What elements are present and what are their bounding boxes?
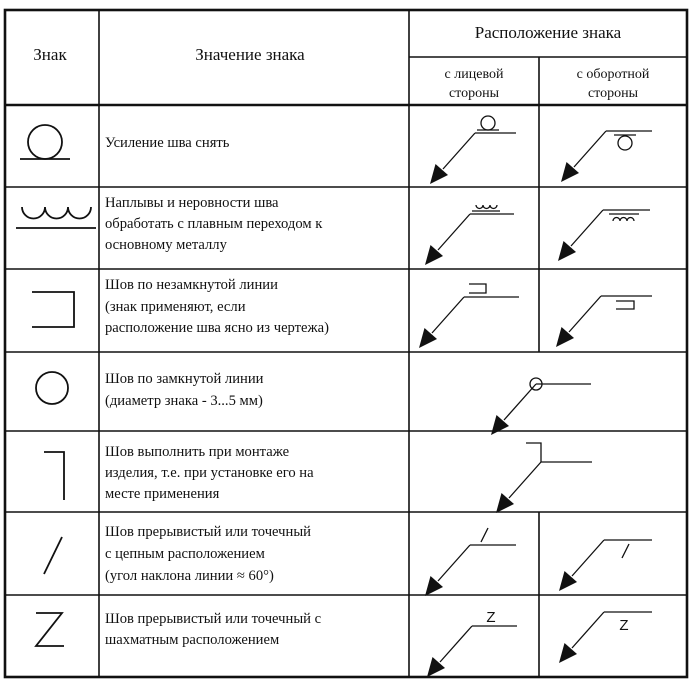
row-6-line-1: Шов прерывистый или точечный bbox=[105, 524, 311, 540]
row-7-line-1: Шов прерывистый или точечный с bbox=[105, 611, 322, 627]
circle-icon bbox=[36, 372, 68, 404]
row-4-line-2: (диаметр знака - 3...5 мм) bbox=[105, 393, 263, 409]
z-icon bbox=[36, 613, 64, 646]
header-front-line-2: стороны bbox=[448, 86, 500, 101]
leader-circle-at-break-icon bbox=[491, 378, 591, 435]
header-back-line-2: стороны bbox=[587, 86, 639, 101]
leader-circle-under-line-icon bbox=[561, 131, 652, 182]
flag-icon bbox=[44, 452, 64, 500]
leader-arcs-under-line-icon bbox=[558, 210, 650, 261]
leader-slash-under-line-icon bbox=[559, 540, 652, 591]
header-meaning: Значение знака bbox=[195, 45, 305, 64]
table-row bbox=[32, 277, 652, 348]
leader-bracket-under-line-icon bbox=[556, 296, 652, 347]
open-bracket-icon bbox=[32, 292, 74, 327]
row-3-line-2: (знак применяют, если bbox=[105, 299, 246, 315]
header-placement: Расположение знака bbox=[474, 23, 622, 42]
leader-z-under-line-icon bbox=[559, 612, 652, 663]
row-6-line-2: с цепным расположением bbox=[105, 546, 265, 562]
row-7-line-2: шахматным расположением bbox=[105, 632, 280, 648]
triple-arc-icon bbox=[16, 207, 96, 228]
table-row bbox=[36, 371, 591, 435]
row-2-line-2: обработать с плавным переходом к bbox=[105, 216, 323, 232]
row-4-line-1: Шов по замкнутой линии bbox=[105, 371, 264, 387]
leader-z-on-line-icon bbox=[427, 609, 517, 677]
leader-arcs-on-line-icon bbox=[425, 205, 514, 265]
row-5-line-3: месте применения bbox=[105, 486, 220, 502]
table-row bbox=[16, 195, 650, 265]
circle-on-baseline-icon bbox=[20, 125, 70, 159]
row-3-line-3: расположение шва ясно из чертежа) bbox=[105, 320, 329, 336]
table-row bbox=[36, 609, 652, 677]
z-mark-back: Z bbox=[619, 617, 629, 634]
table-row bbox=[20, 116, 652, 184]
row-5-line-2: изделия, т.е. при установке его на bbox=[105, 465, 314, 481]
row-3-line-1: Шов по незамкнутой линии bbox=[105, 277, 278, 293]
leader-bracket-on-line-icon bbox=[419, 284, 519, 348]
header-back-line-1: с оборотной bbox=[576, 67, 650, 82]
table-header bbox=[33, 23, 650, 101]
z-mark-front: Z bbox=[486, 609, 496, 626]
row-6-line-3: (угол наклона линии ≈ 60°) bbox=[105, 568, 274, 584]
header-front-line-1: с лицевой bbox=[444, 67, 504, 82]
row-5-line-1: Шов выполнить при монтаже bbox=[105, 444, 290, 460]
leader-slash-on-line-icon bbox=[425, 528, 516, 596]
leader-flag-at-break-icon bbox=[496, 443, 592, 513]
header-sign: Знак bbox=[33, 45, 67, 64]
table-row bbox=[44, 524, 652, 596]
row-2-line-1: Наплывы и неровности шва bbox=[105, 195, 279, 211]
table-row bbox=[44, 443, 592, 513]
slash-icon bbox=[44, 537, 62, 574]
leader-circle-on-line-icon bbox=[430, 116, 516, 184]
weld-sign-table bbox=[4, 9, 688, 678]
row-2-line-3: основному металлу bbox=[105, 237, 227, 253]
row-1-line-1: Усиление шва снять bbox=[105, 135, 230, 151]
